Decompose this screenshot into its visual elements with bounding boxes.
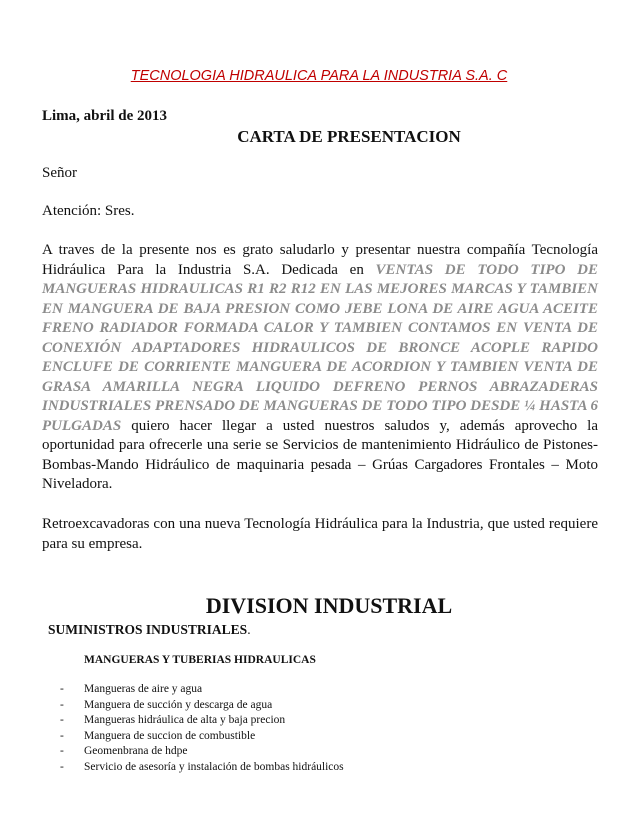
bullet-dash: - bbox=[60, 760, 64, 773]
list-item-text: Mangueras hidráulica de alta y baja precion bbox=[84, 714, 286, 726]
supplies-label: SUMINISTROS INDUSTRIALES bbox=[48, 622, 248, 637]
supplies-heading bbox=[48, 622, 251, 638]
bullet-dash: - bbox=[60, 729, 64, 742]
bullet-dash: - bbox=[60, 714, 64, 726]
continuation-text: quiero hacer llegar a usted nuestros saludos y, además aprovecho la oportunidad para ofrecerle una serie se Servicios de mantenimiento Hidráulico de Pistones-Bombas-Mando Hidráulico de maquinaria pesada – Grúas Cargadores Frontales – Moto Niveladora. bbox=[42, 417, 598, 492]
supplies-dot: . bbox=[247, 622, 251, 637]
closing-paragraph: Retroexcavadoras con una nueva Tecnología Hidráulica para la Industria, que usted requiere para su empresa. bbox=[42, 516, 598, 552]
intro-text: A traves de la presente nos es grato saludarlo y presentar nuestra compañía Tecnología Hidráulica Para la Industria S.A. Dedicada en bbox=[42, 242, 598, 278]
list-item bbox=[60, 698, 344, 714]
bullet-dash: - bbox=[60, 698, 64, 711]
attention-line: Atención: Sres. bbox=[42, 203, 135, 219]
list-item bbox=[60, 682, 344, 698]
list-item bbox=[60, 729, 344, 745]
list-item bbox=[60, 744, 344, 760]
greeting: Señor bbox=[42, 165, 77, 181]
division-title: DIVISION INDUSTRIAL bbox=[205, 593, 453, 618]
list-item-text: Mangueras de aire y agua bbox=[84, 683, 203, 695]
product-list bbox=[60, 682, 344, 775]
company-header: TECNOLOGIA HIDRAULICA PARA LA INDUSTRIA S.A. C bbox=[130, 68, 508, 84]
list-item-text: Manguera de succión y descarga de agua bbox=[84, 698, 273, 711]
bullet-dash: - bbox=[60, 683, 64, 695]
list-item-text: Geomenbrana de hdpe bbox=[84, 745, 188, 757]
list-item bbox=[60, 713, 344, 729]
list-item bbox=[60, 760, 344, 776]
list-item-text: Manguera de succion de combustible bbox=[84, 729, 256, 742]
highlighted-products: VENTAS DE TODO TIPO DE MANGUERAS HIDRAULICAS R1 R2 R12 EN LAS MEJORES MARCAS Y TAMBIEN EN MANGUERA DE BAJA PRESION COMO JEBE LONA DE AIRE AGUA ACEITE FRENO RADIADOR FORMADA CALOR Y TAMBIEN CONTAMOS EN VENTA DE CONEXIÓN ADAPTADORES HIDRAULICOS DE BRONCE ACOPLE RAPIDO ENCLUFE DE CORRIENTE MANGUERA DE ACORDION Y TAMBIEN VENTA DE GRASA AMARILLA NEGRA LIQUIDO DEFRENO PERNOS ABRAZADERAS INDUSTRIALES PRENSADO DE MANGUERAS DE TODO TIPO DESDE ¼ HASTA 6 PULGADAS bbox=[42, 261, 598, 434]
bullet-dash: - bbox=[60, 745, 64, 757]
letter-title: CARTA DE PRESENTACION bbox=[237, 127, 461, 146]
body-paragraph bbox=[42, 241, 598, 495]
place-date: Lima, abril de 2013 bbox=[42, 108, 168, 124]
list-item-text: Servicio de asesoría y instalación de bombas hidráulicos bbox=[84, 760, 344, 773]
subsection-heading: MANGUERAS Y TUBERIAS HIDRAULICAS bbox=[84, 654, 316, 666]
